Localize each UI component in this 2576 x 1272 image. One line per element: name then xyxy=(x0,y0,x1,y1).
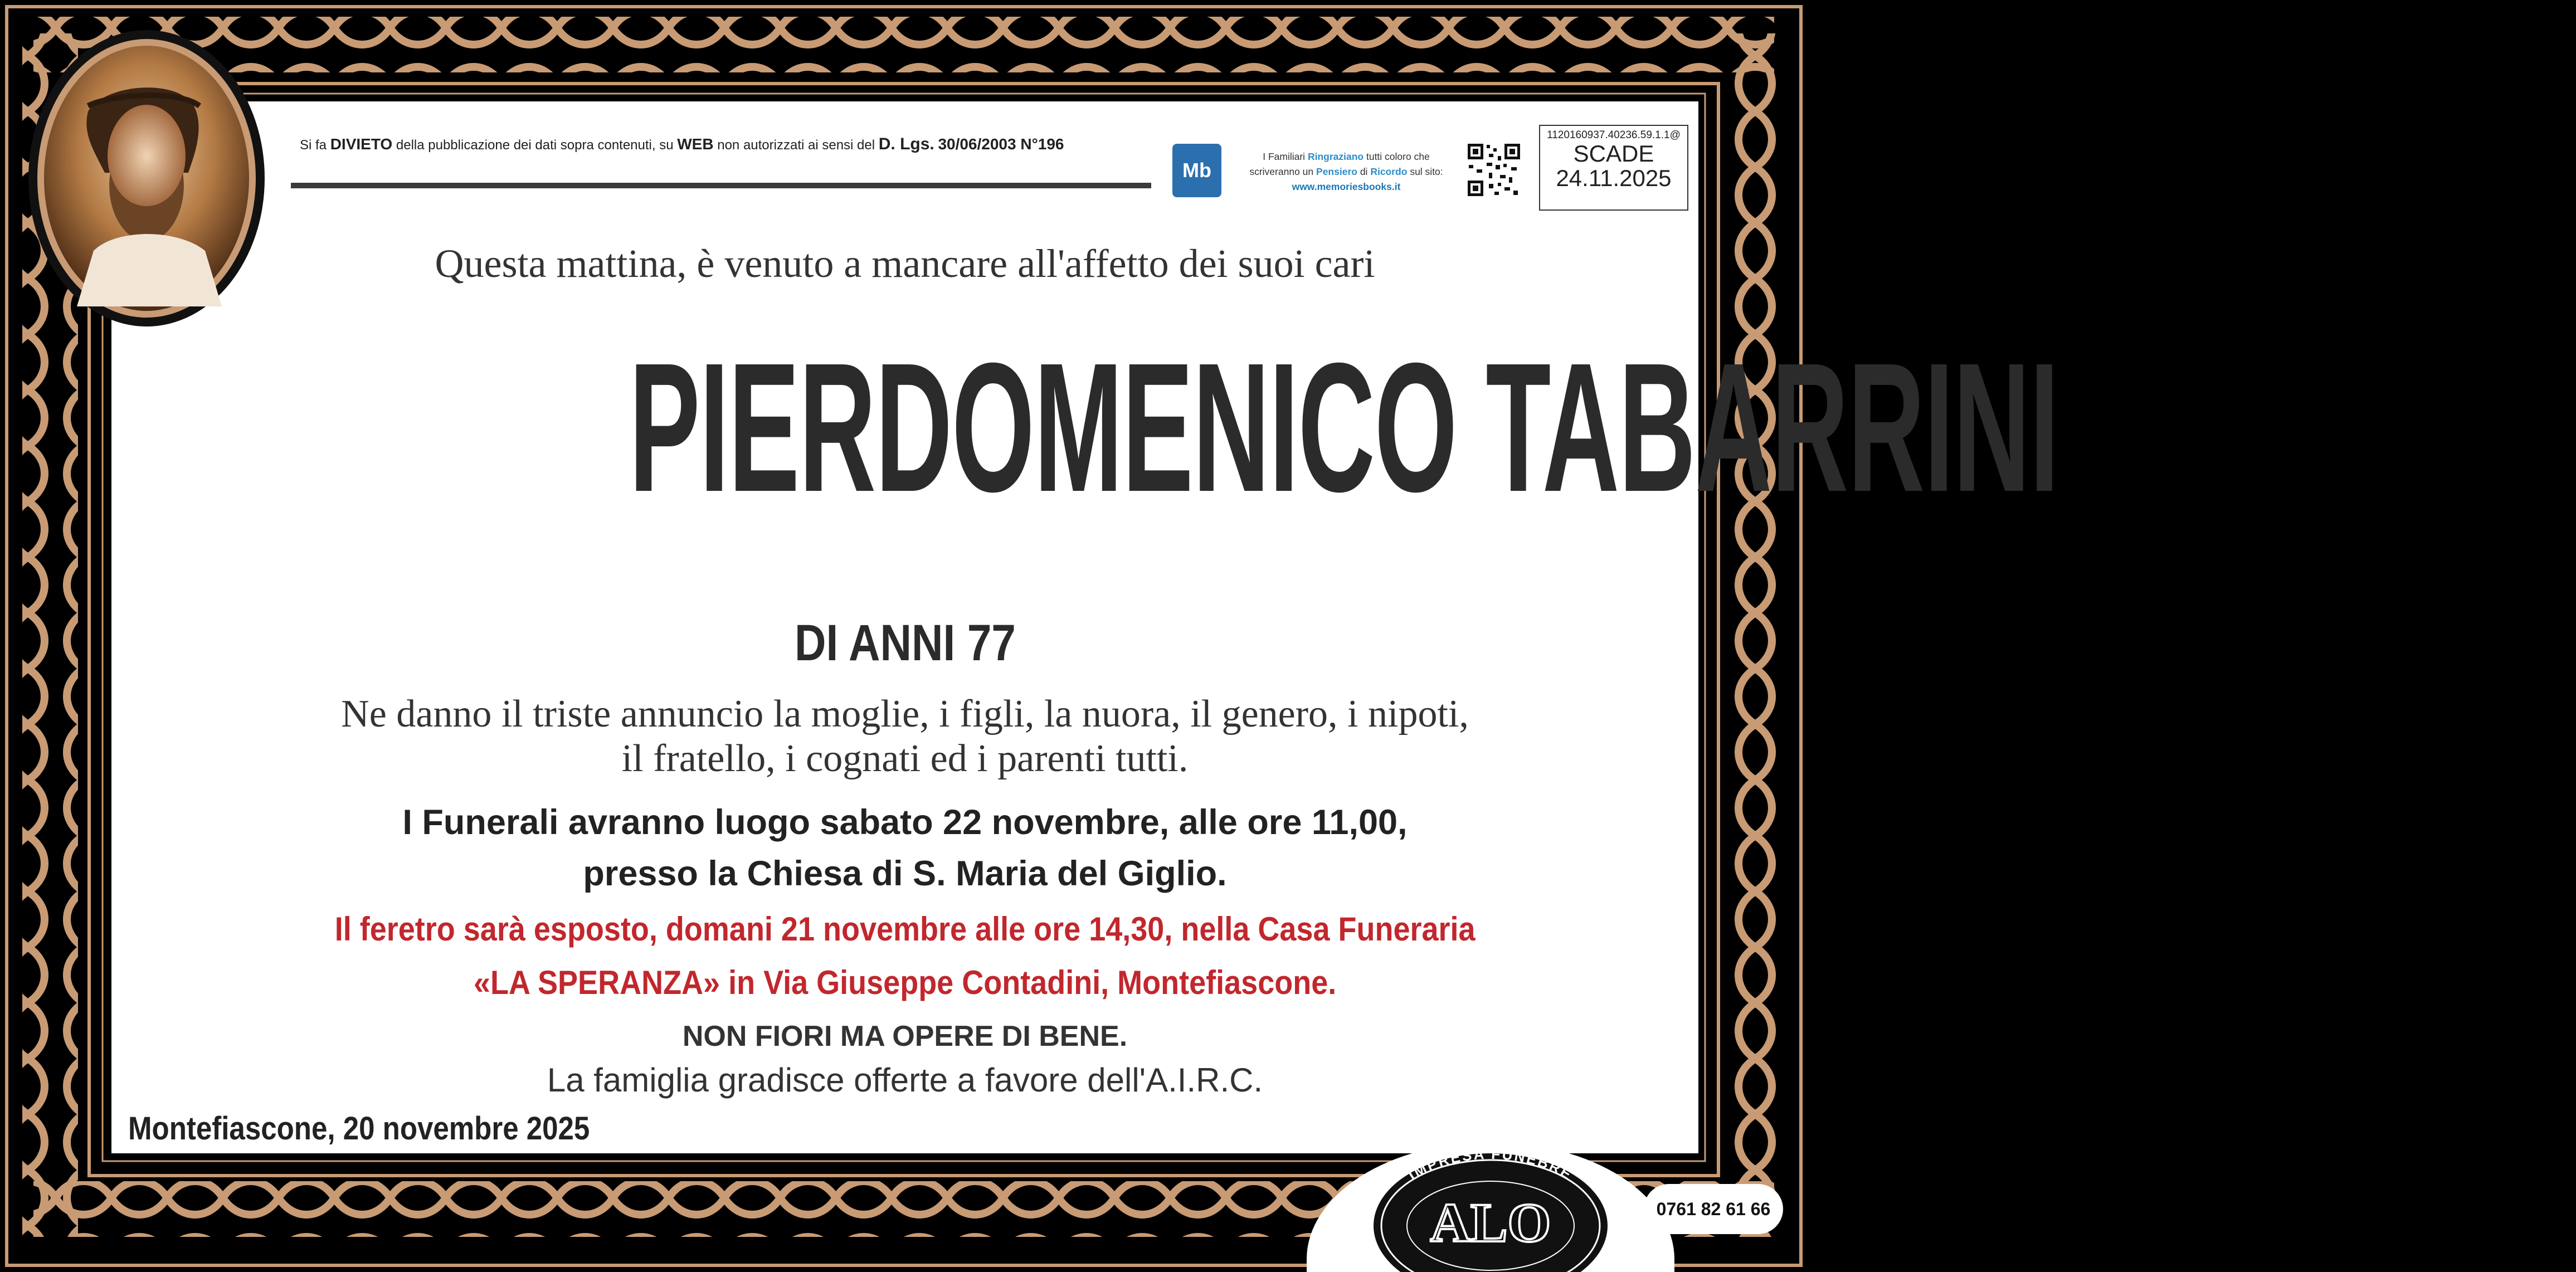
place-date xyxy=(128,1110,652,1147)
obituary-panel xyxy=(111,101,2059,1153)
no-flowers-notice: NON FIORI MA OPERE DI BENE. xyxy=(682,1020,1128,1052)
agency-top-text: IMPRESA FUNEBRE xyxy=(1405,1145,1576,1184)
agency-phone[interactable] xyxy=(1644,1184,1783,1234)
age-text: DI ANNI 77 xyxy=(794,615,1016,671)
donation-notice: La famiglia gradisce offerte a favore dell'A.I.R.C. xyxy=(547,1061,1263,1099)
memories-line1-a: I Familiari xyxy=(1263,151,1306,162)
deceased-name xyxy=(111,313,2059,542)
memories-line1-c: tutti coloro che xyxy=(1366,151,1430,162)
viewing-line-2: «LA SPERANZA» in Via Giuseppe Contadini, Montefiascone. xyxy=(473,964,1337,1001)
funeral-line-2: presso la Chiesa di S. Maria del Giglio. xyxy=(583,854,1227,893)
place-date-text: Montefiascone, 20 novembre 2025 xyxy=(128,1110,590,1147)
memories-line2-b: Pensiero xyxy=(1316,166,1357,177)
announcement-line-1: Ne danno il triste annuncio la moglie, i figli, la nuora, il genero, i nipoti, xyxy=(341,693,1469,735)
memories-line1-b: Ringraziano xyxy=(1307,151,1364,162)
agency-badge xyxy=(1307,1142,1674,1272)
memories-url-link[interactable]: www.memoriesbooks.it xyxy=(1292,181,1401,192)
memories-logo-text: Mb xyxy=(1182,159,1211,182)
agency-phone-text: 0761 82 61 66 xyxy=(1656,1198,1771,1219)
deceased-name-text: PIERDOMENICO TABARRINI xyxy=(629,324,2059,530)
funeral-info xyxy=(111,797,1698,899)
notice-divieto: DIVIETO xyxy=(330,135,393,153)
announcement xyxy=(111,692,1698,781)
viewing-line-1: Il feretro sarà esposto, domani 21 novembre alle ore 14,30, nella Casa Funeraria xyxy=(334,910,1476,948)
expiry-code: 1120160937.40236.59.1.1@ xyxy=(1547,129,1681,141)
expiry-date: 24.11.2025 xyxy=(1556,165,1672,191)
notice-middle: della pubblicazione dei dati sopra contenuti, su xyxy=(396,138,674,153)
memories-line2-a: scriveranno un xyxy=(1249,166,1314,177)
memories-line2-d: Ricordo xyxy=(1370,166,1408,177)
memories-line2-e: sul sito: xyxy=(1410,166,1443,177)
age-line xyxy=(111,614,1698,672)
notice-web: WEB xyxy=(677,135,714,153)
intro-line: Questa mattina, è venuto a mancare all'affetto dei suoi cari xyxy=(435,241,1375,286)
memories-line2-c: di xyxy=(1360,166,1368,177)
agency-logo-text: ALO xyxy=(1430,1192,1551,1254)
portrait-medallion-icon xyxy=(27,28,266,329)
announcement-line-2: il fratello, i cognati ed i parenti tutti. xyxy=(621,737,1189,780)
notice-law-ref: 30/06/2003 N°196 xyxy=(938,135,1064,153)
notice-divider xyxy=(291,183,1151,188)
privacy-notice xyxy=(300,135,1258,154)
notice-law: D. Lgs. xyxy=(878,135,934,153)
notice-prefix: Si fa xyxy=(300,138,327,153)
memories-message xyxy=(1231,149,1461,194)
memories-book-logo-icon[interactable] xyxy=(1172,144,1221,197)
expiry-box xyxy=(1539,125,1688,211)
expiry-label: SCADE xyxy=(1573,140,1654,167)
qr-code-icon[interactable] xyxy=(1467,143,1521,197)
svg-text:IMPRESA FUNEBRE xyxy=(1405,1146,1576,1183)
notice-suffix: non autorizzati ai sensi del xyxy=(717,138,875,153)
viewing-info xyxy=(111,903,1698,1010)
funeral-line-1: I Funerali avranno luogo sabato 22 novembre, alle ore 11,00, xyxy=(402,803,1408,842)
